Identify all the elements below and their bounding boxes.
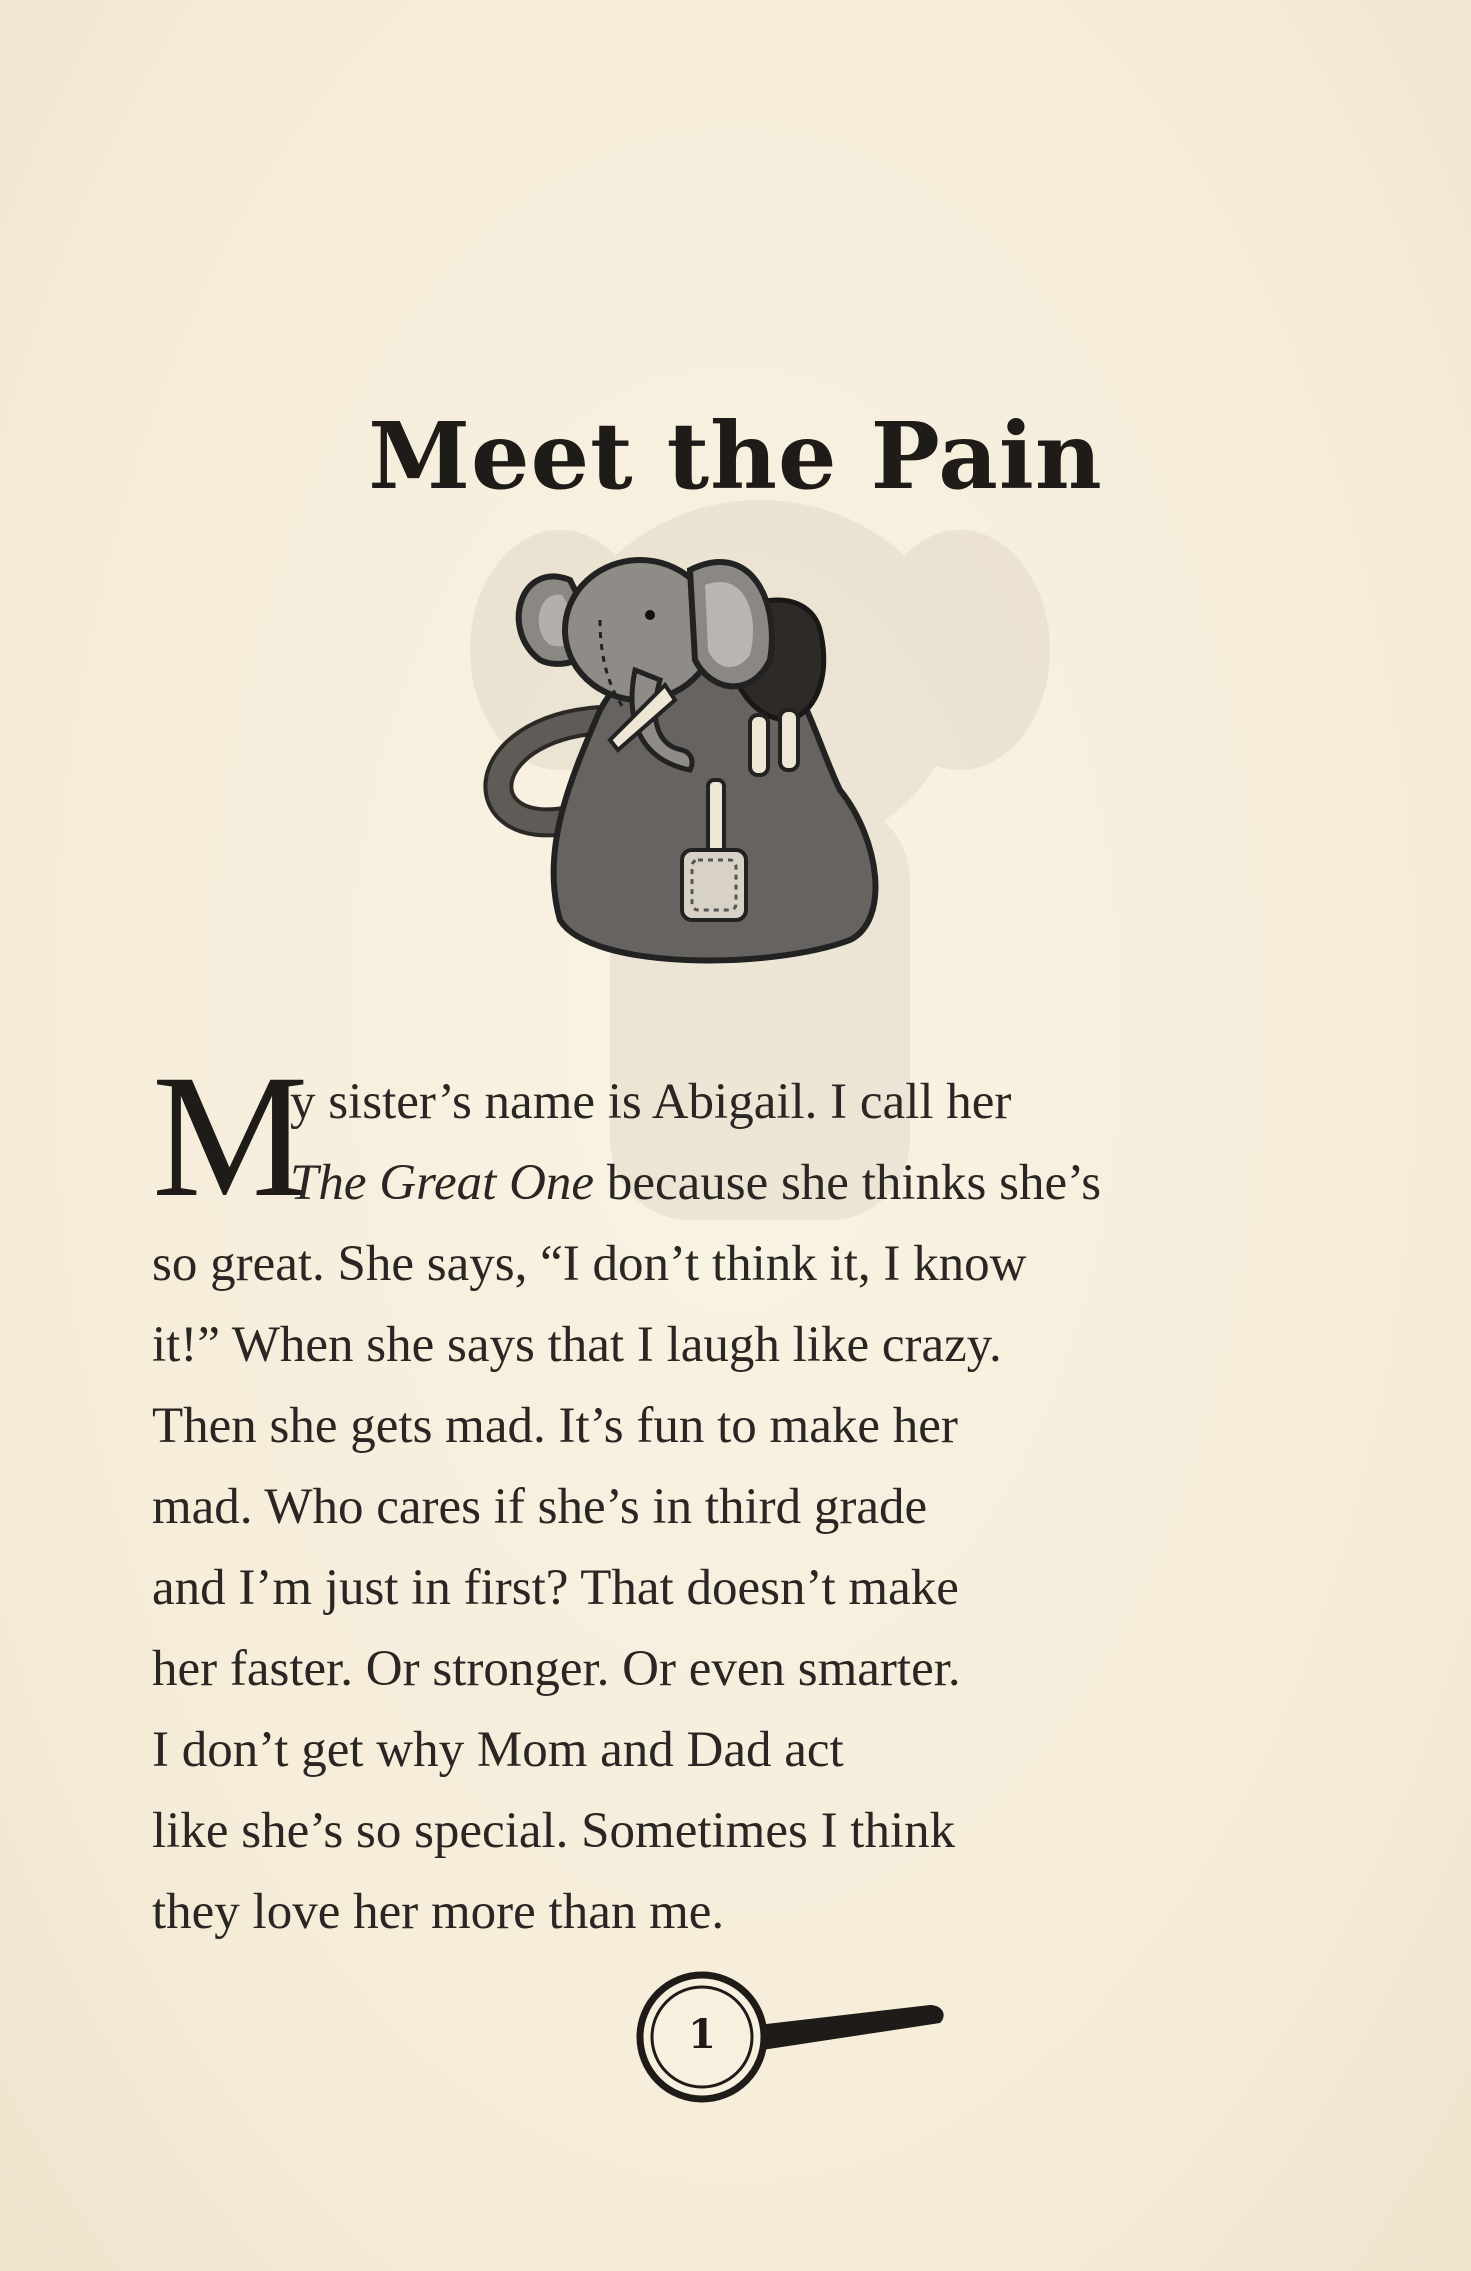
text-line: I don’t get why Mom and Dad act (152, 1722, 844, 1778)
drop-cap: M (152, 1039, 309, 1234)
elephant-backpack-icon (450, 520, 930, 970)
page-footer (630, 1965, 970, 2105)
text-line: mad. Who cares if she’s in third grade (152, 1479, 928, 1535)
text-line: it!” When she says that I laugh like crazy. (152, 1317, 1002, 1373)
text-line: and I’m just in first? That doesn’t make (152, 1560, 959, 1616)
text-line (152, 1143, 1302, 1224)
chapter-title: Meet the Pain (368, 401, 1103, 510)
text-line: Then she gets mad. It’s fun to make her (152, 1398, 958, 1454)
text-line: they love her more than me. (152, 1884, 725, 1940)
text-line: y sister’s name is Abigail. I call her (290, 1074, 1012, 1130)
text-line: her faster. Or stronger. Or even smarter. (152, 1641, 961, 1697)
nickname-italic: The Great One (290, 1155, 595, 1211)
text-line: like she’s so special. Sometimes I think (152, 1803, 956, 1859)
story-text (152, 1039, 1302, 1953)
text-line-rest: because she thinks she’s (594, 1155, 1102, 1211)
text-line: so great. She says, “I don’t think it, I know (152, 1236, 1027, 1292)
page-number: 1 (688, 2011, 716, 2058)
